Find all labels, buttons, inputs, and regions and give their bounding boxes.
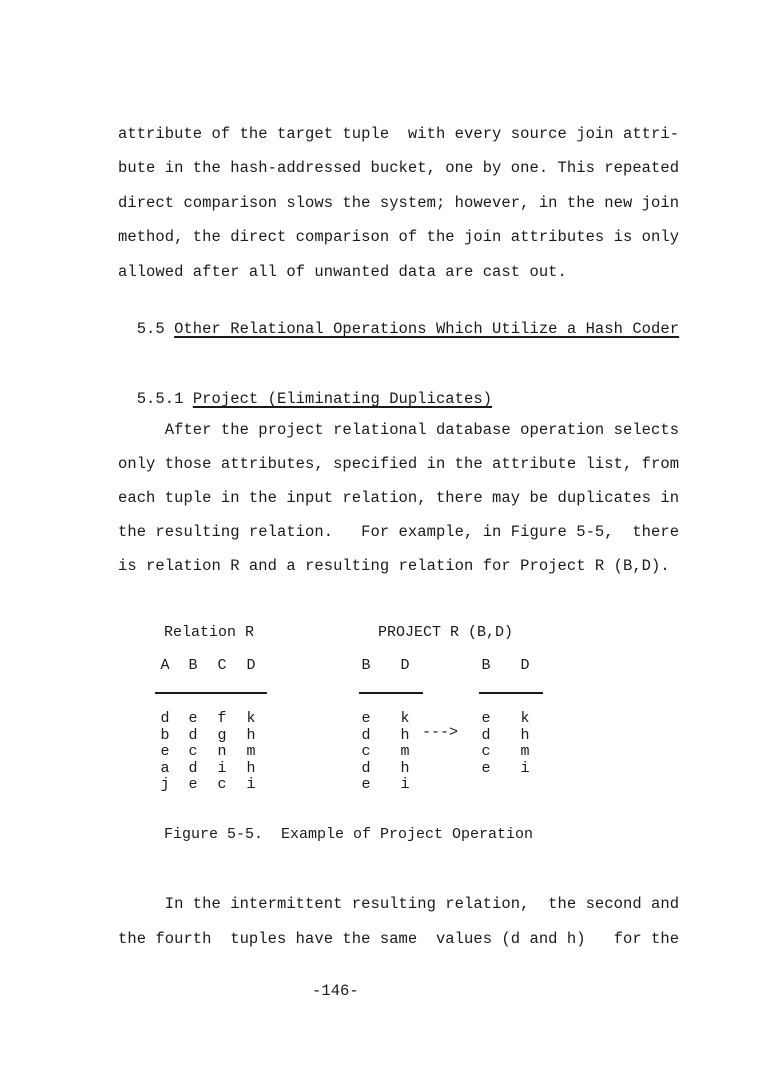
intermediate-cell: d bbox=[361, 726, 371, 744]
body-text-line: the resulting relation. For example, in Figure 5-5, there bbox=[118, 523, 680, 541]
relation-cell: d bbox=[188, 759, 198, 777]
intermediate-cell: h bbox=[400, 759, 410, 777]
relation-header-rule bbox=[155, 692, 267, 694]
section-number: 5.5 bbox=[136, 320, 175, 338]
section-title: Other Relational Operations Which Utilize a Hash Coder bbox=[174, 320, 680, 338]
relation-cell: g bbox=[217, 726, 227, 744]
result-header-rule bbox=[479, 692, 543, 694]
subsection-number: 5.5.1 bbox=[136, 390, 193, 408]
relation-column-header: C bbox=[217, 657, 227, 674]
relation-cell: n bbox=[217, 743, 227, 760]
result-cell: d bbox=[481, 726, 491, 744]
result-cell: e bbox=[481, 710, 491, 727]
subsection-title: Project (Eliminating Duplicates) bbox=[192, 390, 493, 408]
intermediate-column-header: B bbox=[361, 657, 371, 674]
relation-cell: b bbox=[160, 726, 170, 744]
relation-cell: m bbox=[246, 743, 256, 760]
result-cell: m bbox=[520, 743, 530, 760]
result-column-header: D bbox=[520, 657, 530, 674]
body-text-line: method, the direct comparison of the join attributes is only bbox=[118, 228, 680, 246]
relation-cell: i bbox=[246, 776, 256, 793]
result-cell: k bbox=[520, 710, 530, 727]
result-column-header: B bbox=[481, 657, 491, 674]
body-text-line: the fourth tuples have the same values (d and h) for the bbox=[118, 930, 680, 948]
relation-column-header: B bbox=[188, 657, 198, 674]
relation-cell: h bbox=[246, 726, 256, 744]
relation-column-header: A bbox=[160, 657, 170, 674]
body-text-line: allowed after all of unwanted data are cast out. bbox=[118, 263, 567, 281]
relation-column-header: D bbox=[246, 657, 256, 674]
body-text-line: each tuple in the input relation, there may be duplicates in bbox=[118, 489, 680, 507]
result-cell: c bbox=[481, 743, 491, 760]
body-text-line: After the project relational database operation selects bbox=[118, 421, 680, 439]
relation-cell: c bbox=[217, 776, 227, 793]
page-number: -146- bbox=[312, 982, 359, 1000]
relation-cell: d bbox=[160, 710, 170, 727]
intermediate-cell: e bbox=[361, 710, 371, 727]
body-text-line: is relation R and a resulting relation for Project R (B,D). bbox=[118, 557, 670, 575]
arrow: ---> bbox=[422, 724, 459, 741]
relation-cell: f bbox=[217, 710, 227, 727]
intermediate-cell: i bbox=[400, 776, 410, 793]
body-text-line: attribute of the target tuple with every source join attri- bbox=[118, 125, 680, 143]
relation-title: Relation R bbox=[164, 624, 255, 641]
relation-cell: e bbox=[160, 743, 170, 760]
relation-cell: e bbox=[188, 710, 198, 727]
intermediate-cell: m bbox=[400, 743, 410, 760]
relation-cell: a bbox=[160, 759, 170, 777]
body-text-line: direct comparison slows the system; however, in the new join bbox=[118, 194, 680, 212]
body-text-line: In the intermittent resulting relation, the second and bbox=[118, 895, 680, 913]
result-cell: e bbox=[481, 759, 491, 777]
result-cell: h bbox=[520, 726, 530, 744]
body-text-line: only those attributes, specified in the attribute list, from bbox=[118, 455, 680, 473]
relation-cell: e bbox=[188, 776, 198, 793]
figure-caption: Figure 5-5. Example of Project Operation bbox=[164, 826, 534, 843]
body-text-line: bute in the hash-addressed bucket, one by one. This repeated bbox=[118, 159, 680, 177]
section-heading bbox=[118, 302, 679, 338]
subsection-heading bbox=[118, 372, 492, 408]
relation-cell: i bbox=[217, 759, 227, 777]
intermediate-cell: h bbox=[400, 726, 410, 744]
relation-cell: h bbox=[246, 759, 256, 777]
relation-cell: d bbox=[188, 726, 198, 744]
intermediate-column-header: D bbox=[400, 657, 410, 674]
relation-cell: k bbox=[246, 710, 256, 727]
relation-cell: c bbox=[188, 743, 198, 760]
result-cell: i bbox=[520, 759, 530, 777]
relation-cell: j bbox=[160, 776, 170, 793]
intermediate-cell: d bbox=[361, 759, 371, 777]
intermediate-cell: c bbox=[361, 743, 371, 760]
intermediate-cell: e bbox=[361, 776, 371, 793]
project-title: PROJECT R (B,D) bbox=[378, 624, 514, 641]
intermediate-cell: k bbox=[400, 710, 410, 727]
intermediate-header-rule bbox=[359, 692, 423, 694]
